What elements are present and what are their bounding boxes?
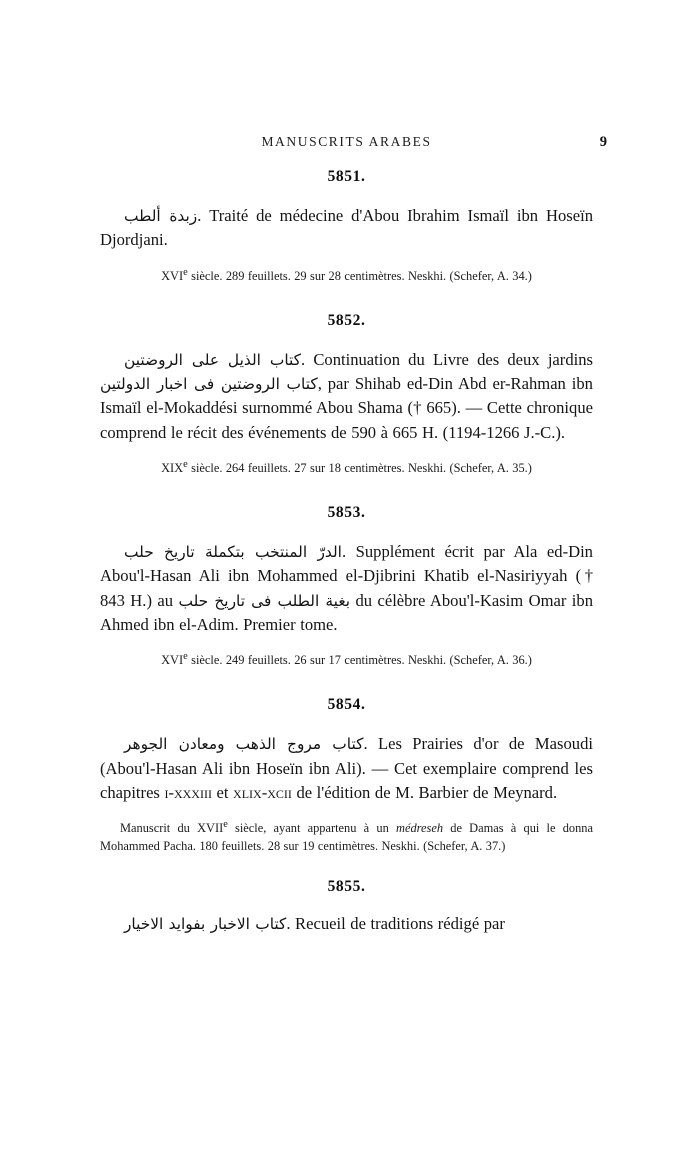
note-century-suffix: e bbox=[183, 266, 188, 278]
catalog-entry-5854 bbox=[100, 696, 593, 856]
arabic-title: كتاب الاخبار بفوايد الاخيار bbox=[124, 914, 287, 933]
entry-number: 5853. bbox=[327, 503, 366, 521]
entry-number: 5851. bbox=[327, 168, 366, 185]
arabic-title-secondary: كتاب الروضتين فى اخبار الدولتين bbox=[100, 374, 318, 393]
note-rest: siècle. 289 feuillets. 29 sur 28 centimètres. Neskhi. (Schefer, A. 34.) bbox=[187, 268, 532, 283]
note-rest: siècle. 249 feuillets. 26 sur 17 centimètres. Neskhi. (Schefer, A. 36.) bbox=[187, 653, 532, 668]
entry-number: 5855. bbox=[327, 877, 366, 895]
arabic-title-secondary: بغية الطلب فى تاريخ حلب bbox=[178, 591, 351, 610]
text-column bbox=[100, 168, 593, 936]
page-number: 9 bbox=[599, 134, 607, 150]
entry-number: 5854. bbox=[327, 696, 366, 714]
note-century-suffix: e bbox=[183, 651, 188, 663]
catalog-entry-5853 bbox=[100, 504, 593, 670]
note-century: XVI bbox=[161, 268, 184, 283]
entry-note bbox=[100, 650, 593, 670]
running-head-title: MANUSCRITS ARABES bbox=[261, 134, 432, 149]
entry-body bbox=[100, 912, 593, 936]
arabic-title: الدرّ المنتخب بتكملة تاريخ حلب bbox=[124, 542, 342, 561]
note-italic-term: médreseh bbox=[396, 821, 444, 836]
entry-number: 5852. bbox=[327, 311, 366, 329]
entry-body bbox=[100, 540, 593, 638]
arabic-title: زبدة ألطب bbox=[124, 207, 198, 225]
chapter-range-second: xlix-xcii bbox=[233, 782, 292, 802]
catalog-entry-5852 bbox=[100, 312, 593, 478]
entry-body bbox=[100, 204, 593, 253]
entry-body bbox=[100, 732, 593, 805]
catalog-entry-5851 bbox=[100, 168, 593, 286]
entry-note bbox=[100, 266, 593, 286]
note-rest: siècle. 264 feuillets. 27 sur 18 centimètres. Neskhi. (Schefer, A. 35.) bbox=[187, 461, 532, 476]
note-century: XVI bbox=[161, 653, 184, 668]
chapter-range-first: i-xxxiii bbox=[164, 782, 212, 802]
catalog-entry-5855 bbox=[100, 878, 593, 936]
entry-note bbox=[100, 458, 593, 478]
running-head bbox=[100, 134, 607, 154]
entry-description-middle: et bbox=[211, 782, 234, 802]
arabic-title: كتاب مروج الذهب ومعادن الجوهر bbox=[124, 735, 364, 754]
entry-note bbox=[100, 818, 593, 855]
entry-description-part1: . Continuation du Livre des deux jardins bbox=[301, 349, 593, 369]
arabic-title: كتاب الذيل على الروضتين bbox=[124, 350, 301, 369]
entry-description: . Recueil de traditions rédigé par bbox=[286, 913, 505, 933]
entry-description-part2: du célèbre Abou'l-Kasim Omar ibn Ahmed ibn el-Adim. Premier tome. bbox=[100, 590, 594, 634]
note-century: XIX bbox=[161, 461, 184, 476]
note-part1: Manuscrit du XVII bbox=[120, 821, 224, 836]
entry-description-part1: . Les Prairies d'or de Masoudi (Abou'l-Hasan Ali ibn Hoseïn ibn Ali). — Cet exemplaire comprend les chapitres bbox=[100, 734, 593, 802]
entry-body bbox=[100, 348, 593, 446]
entry-description-part1: . Supplément écrit par Ala ed-Din Abou'l-Hasan Ali ibn Mohammed el-Djibrini Khatib el-Nasiriyyah († 843 H.) au bbox=[100, 541, 593, 610]
note-century-suffix: e bbox=[223, 819, 228, 831]
entry-description-part2: de l'édition de M. Barbier de Meynard. bbox=[291, 782, 558, 802]
entry-description: . Traité de médecine d'Abou Ibrahim Ismaïl ibn Hoseïn Djordjani. bbox=[100, 206, 593, 250]
note-century-suffix: e bbox=[183, 459, 188, 471]
entry-description-part2: , par Shihab ed-Din Abd er-Rahman ibn Ismaïl el-Mokaddési surnommé Abou Shama († 665). — Cette chronique comprend le récit des événements de 590 à 665 H. (1194-1266 J.-C.). bbox=[100, 373, 593, 442]
note-part3: de Damas à qui le donna Mohammed Pacha. 180 feuillets. 28 sur 19 centimètres. Neskhi. (Schefer, A. 37.) bbox=[100, 821, 593, 854]
note-part2: siècle, ayant appartenu à un bbox=[227, 821, 396, 836]
